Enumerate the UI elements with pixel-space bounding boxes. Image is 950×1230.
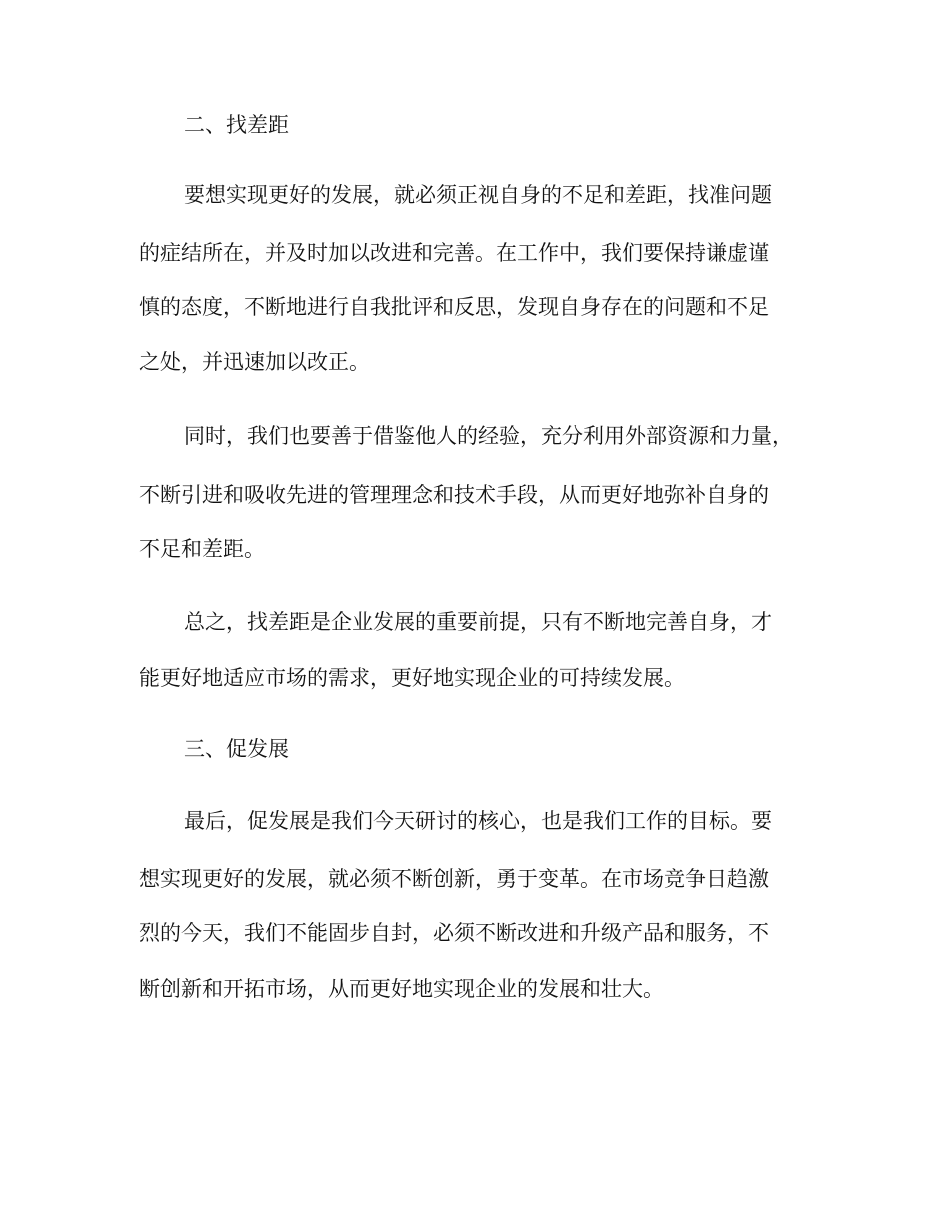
paragraph-line: 烈的今天，我们不能固步自封，必须不断改进和升级产品和服务，不	[139, 921, 769, 945]
paragraph-line: 不断引进和吸收先进的管理理念和技术手段，从而更好地弥补自身的	[139, 483, 769, 507]
paragraph-line: 能更好地适应市场的需求，更好地实现企业的可持续发展。	[139, 666, 685, 690]
paragraph-line: 不足和差距。	[139, 537, 265, 561]
paragraph-line: 之处，并迅速加以改正。	[139, 350, 370, 374]
paragraph-line: 总之，找差距是企业发展的重要前提，只有不断地完善自身，才	[184, 610, 772, 634]
section-heading-promote-development: 三、促发展	[184, 737, 289, 761]
paragraph-line: 同时，我们也要善于借鉴他人的经验，充分利用外部资源和力量，	[184, 424, 793, 448]
paragraph-line: 的症结所在，并及时加以改进和完善。在工作中，我们要保持谦虚谨	[139, 241, 769, 265]
section-heading-find-gaps: 二、找差距	[184, 113, 289, 137]
paragraph-line: 最后，促发展是我们今天研讨的核心，也是我们工作的目标。要	[184, 809, 772, 833]
paragraph-line: 想实现更好的发展，就必须不断创新，勇于变革。在市场竞争日趋激	[139, 867, 769, 891]
paragraph-line: 慎的态度，不断地进行自我批评和反思，发现自身存在的问题和不足	[139, 295, 769, 319]
paragraph-line: 要想实现更好的发展，就必须正视自身的不足和差距，找准问题	[184, 183, 772, 207]
paragraph-line: 断创新和开拓市场，从而更好地实现企业的发展和壮大。	[139, 977, 664, 1001]
